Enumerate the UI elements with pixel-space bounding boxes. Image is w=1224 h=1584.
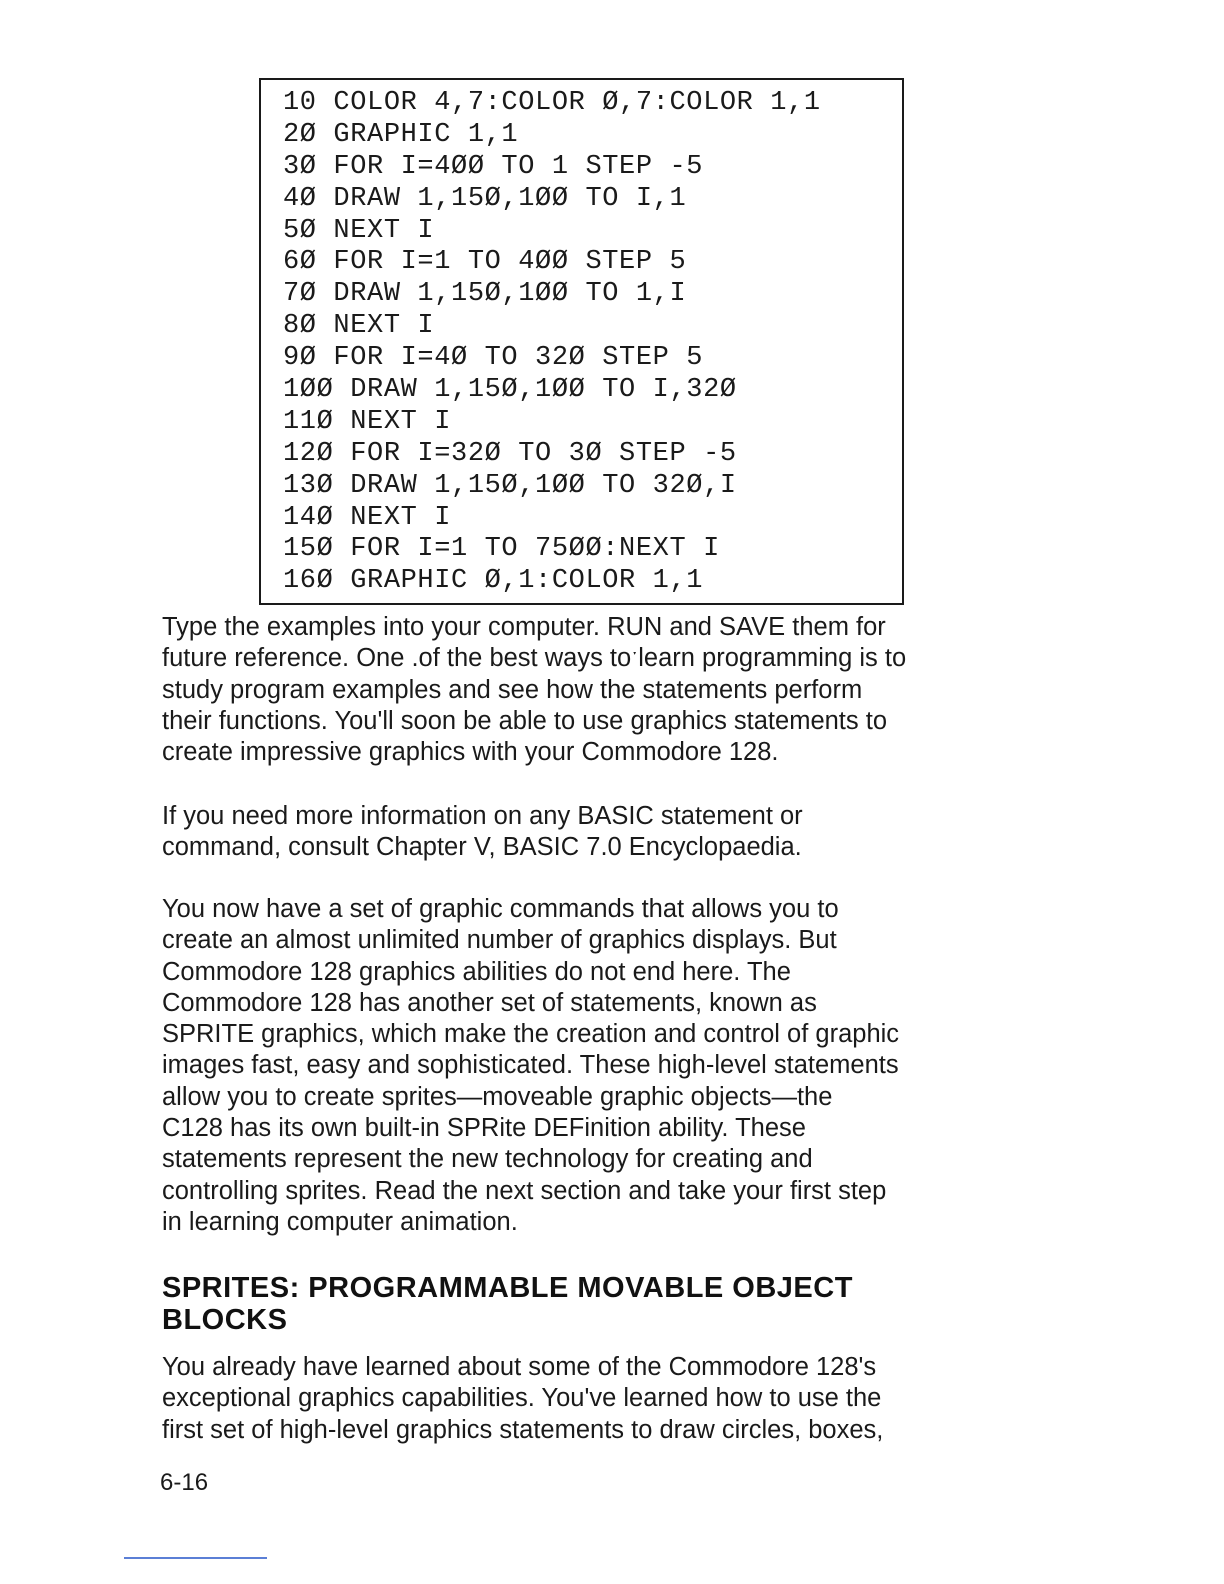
text-line: controlling sprites. Read the next section and take your first step	[162, 1176, 887, 1205]
text-line: SPRITE graphics, which make the creation and control of graphic	[162, 1020, 900, 1049]
code-line: 7Ø DRAW 1,15Ø,1ØØ TO 1,I	[283, 279, 687, 310]
text-line: You now have a set of graphic commands that allows you to	[162, 895, 839, 923]
code-line: 8Ø NEXT I	[283, 311, 435, 342]
reference-paragraph	[162, 801, 1002, 864]
code-line: 4Ø DRAW 1,15Ø,1ØØ TO I,1	[283, 183, 687, 214]
heading-line: SPRITES: PROGRAMMABLE MOVABLE OBJECT	[162, 1272, 853, 1304]
code-line: 2Ø GRAPHIC 1,1	[283, 119, 519, 150]
code-line: 9Ø FOR I=4Ø TO 32Ø STEP 5	[283, 343, 704, 374]
code-line: 1ØØ DRAW 1,15Ø,1ØØ TO I,32Ø	[283, 375, 737, 406]
text-line: C128 has its own built-in SPRite DEFinition ability. These	[162, 1114, 806, 1143]
footer-rule	[124, 1557, 267, 1559]
text-line: Commodore 128 has another set of statements, known as	[162, 988, 817, 1017]
code-listing	[259, 78, 904, 605]
code-line: 13Ø DRAW 1,15Ø,1ØØ TO 32Ø,I	[283, 470, 737, 501]
text-line: create impressive graphics with your Commodore 128.	[162, 738, 779, 767]
text-line: future reference. One .of the best ways toˑlearn programming is to	[162, 644, 907, 673]
intro-paragraph	[162, 612, 1002, 768]
text-line: their functions. You'll soon be able to use graphics statements to	[162, 706, 887, 735]
code-line: 5Ø NEXT I	[283, 215, 435, 246]
text-line: command, consult Chapter V, BASIC 7.0 Encyclopaedia.	[162, 833, 802, 862]
text-line: If you need more information on any BASIC statement or	[162, 802, 803, 830]
text-line: first set of high-level graphics statements to draw circles, boxes,	[162, 1415, 884, 1444]
text-line: study program examples and see how the statements perform	[162, 675, 863, 704]
code-line: 15Ø FOR I=1 TO 75ØØ:NEXT I	[283, 534, 720, 565]
text-line: statements represent the new technology for creating and	[162, 1145, 813, 1174]
code-line: 6Ø FOR I=1 TO 4ØØ STEP 5	[283, 247, 687, 278]
code-line: 3Ø FOR I=4ØØ TO 1 STEP -5	[283, 151, 704, 182]
text-line: Type the examples into your computer. RUN and SAVE them for	[162, 613, 886, 641]
code-line: 14Ø NEXT I	[283, 502, 452, 533]
code-line: 12Ø FOR I=32Ø TO 3Ø STEP -5	[283, 438, 737, 469]
text-line: in learning computer animation.	[162, 1207, 518, 1236]
section-heading	[162, 1272, 1022, 1336]
code-line: 11Ø NEXT I	[283, 406, 452, 437]
text-line: allow you to create sprites—moveable graphic objects—the	[162, 1082, 833, 1111]
page-number: 6-16	[160, 1469, 209, 1496]
text-line: images fast, easy and sophisticated. These high-level statements	[162, 1051, 899, 1080]
sprite-intro-paragraph	[162, 894, 1002, 1238]
sprites-paragraph	[162, 1352, 1002, 1446]
heading-line: BLOCKS	[162, 1304, 288, 1336]
text-line: Commodore 128 graphics abilities do not end here. The	[162, 957, 791, 986]
text-line: You already have learned about some of the Commodore 128's	[162, 1353, 877, 1381]
text-line: exceptional graphics capabilities. You've learned how to use the	[162, 1384, 882, 1413]
code-line: 16Ø GRAPHIC Ø,1:COLOR 1,1	[283, 566, 704, 597]
text-line: create an almost unlimited number of graphics displays. But	[162, 926, 837, 955]
code-line: 10 COLOR 4,7:COLOR Ø,7:COLOR 1,1	[283, 88, 821, 118]
